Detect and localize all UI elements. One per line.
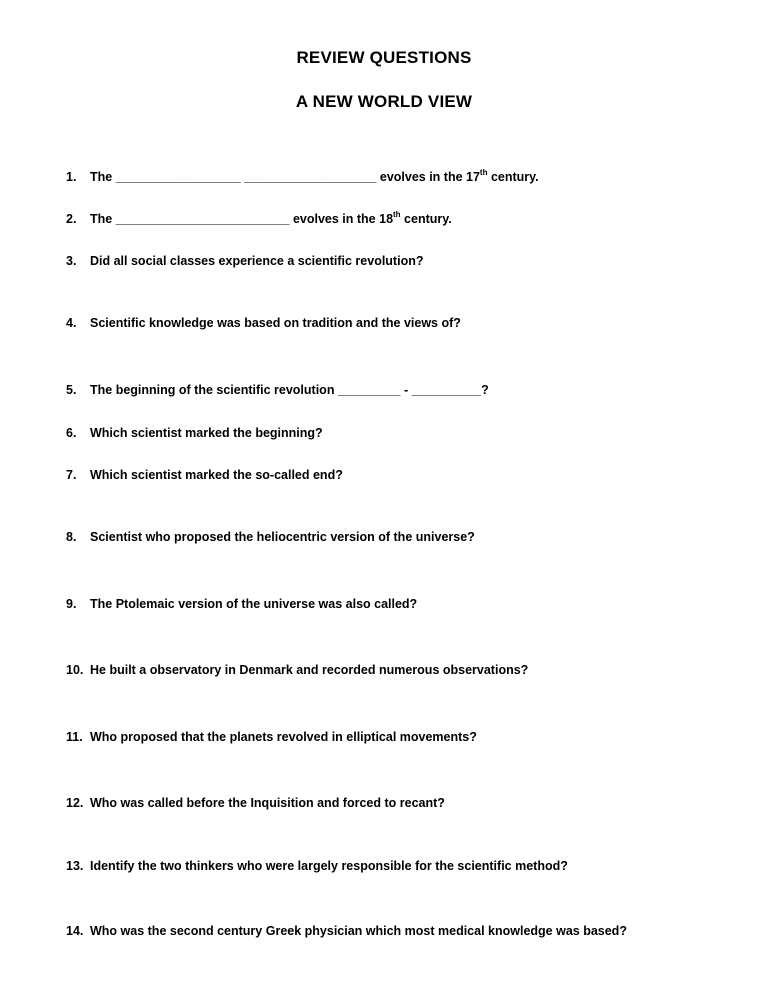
question-text: He built a observatory in Denmark and recorded numerous observations? [90, 663, 529, 677]
question-3 [66, 254, 423, 268]
question-text: Identify the two thinkers who were largely responsible for the scientific method? [90, 859, 568, 873]
question-10 [66, 663, 528, 677]
question-number: 13. [66, 859, 84, 873]
question-number: 11. [66, 730, 83, 744]
question-text-end: century. [400, 212, 452, 226]
question-number: 10. [66, 663, 84, 677]
question-number: 9. [66, 597, 77, 611]
question-number: 14. [66, 924, 84, 938]
question-number: 6. [66, 426, 77, 440]
question-number: 7. [66, 468, 77, 482]
question-5 [66, 383, 489, 397]
page-subtitle: A NEW WORLD VIEW [295, 92, 473, 111]
question-number: 8. [66, 530, 77, 544]
question-text: The beginning of the scientific revolution _________ - __________? [90, 383, 489, 397]
question-1 [66, 170, 539, 184]
question-6 [66, 426, 323, 440]
question-text: Did all social classes experience a scientific revolution? [90, 254, 424, 268]
question-text: Who proposed that the planets revolved in elliptical movements? [90, 730, 477, 744]
question-text: Which scientist marked the beginning? [90, 426, 323, 440]
question-12 [66, 796, 445, 810]
question-text: Scientific knowledge was based on tradition and the views of? [90, 316, 461, 330]
question-2 [66, 212, 452, 226]
question-9 [66, 597, 417, 611]
question-number: 12. [66, 796, 84, 810]
question-13 [66, 859, 568, 873]
question-number: 2. [66, 212, 77, 226]
question-number: 3. [66, 254, 77, 268]
question-text: The Ptolemaic version of the universe was also called? [90, 597, 418, 611]
question-text: Scientist who proposed the heliocentric version of the universe? [90, 530, 475, 544]
question-text: Who was the second century Greek physician which most medical knowledge was based? [90, 924, 627, 938]
question-text: The __________________ ___________________ evolves in the 17 [90, 170, 480, 184]
question-number: 5. [66, 383, 77, 397]
question-11 [66, 730, 477, 744]
question-number: 4. [66, 316, 77, 330]
question-8 [66, 530, 475, 544]
question-text-end: century. [487, 170, 539, 184]
question-14 [66, 924, 627, 938]
question-text: The _________________________ evolves in the 18 [90, 212, 394, 226]
question-text: Which scientist marked the so-called end? [90, 468, 343, 482]
page-title: REVIEW QUESTIONS [296, 48, 472, 67]
question-number: 1. [66, 170, 77, 184]
question-4 [66, 316, 461, 330]
ordinal-suffix: th [479, 168, 488, 177]
ordinal-suffix: th [393, 210, 401, 219]
question-7 [66, 468, 343, 482]
question-text: Who was called before the Inquisition and forced to recant? [90, 796, 445, 810]
